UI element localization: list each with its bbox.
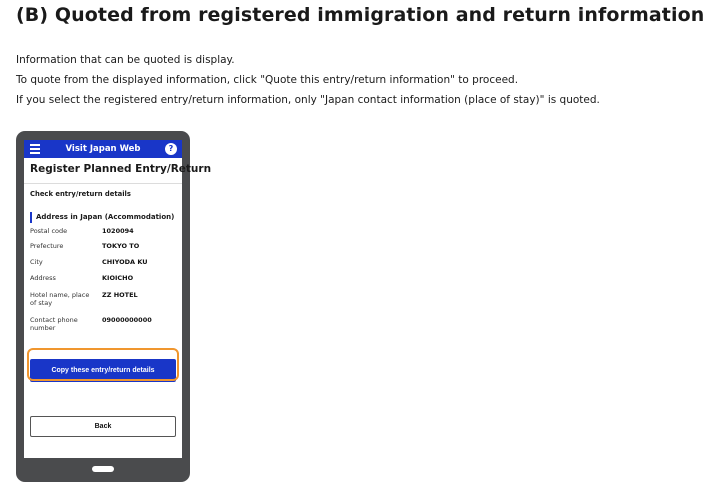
address-card-title: Address in Japan (Accommodation): [30, 212, 176, 223]
copy-details-button[interactable]: Copy these entry/return details: [30, 359, 176, 382]
row-value: KIOICHO: [102, 274, 134, 282]
back-button[interactable]: Back: [30, 416, 176, 437]
row-label: Address: [30, 274, 56, 282]
row-label: Postal code: [30, 227, 68, 235]
row-value: 09000000000: [102, 316, 152, 324]
highlight-outline: [27, 348, 179, 381]
row-value: ZZ HOTEL: [102, 291, 138, 299]
app-bar: [24, 140, 182, 158]
address-card: [30, 212, 176, 332]
phone-mockup: [16, 131, 212, 482]
phone-screen: [24, 140, 212, 458]
row-label: City: [30, 258, 43, 266]
row-label: Prefecture: [30, 242, 64, 250]
row-label: Hotel name, place of stay: [30, 291, 90, 307]
instruction-text-3: If you select the registered entry/return information, only "Japan contact information (place of stay)" is quoted.: [16, 94, 600, 106]
screen-title: Register Planned Entry/Return: [30, 163, 212, 175]
instruction-text-1: Information that can be quoted is display.: [16, 54, 235, 66]
row-label: Contact phone number: [30, 316, 78, 332]
row-value: 1020094: [102, 227, 134, 235]
app-title: Visit Japan Web: [65, 144, 141, 154]
page-heading: (B) Quoted from registered immigration and return information: [16, 4, 704, 26]
section-label: Check entry/return details: [30, 190, 131, 198]
instruction-text-2: To quote from the displayed information, click "Quote this entry/return information" to proceed.: [16, 74, 519, 86]
help-icon[interactable]: ?: [165, 143, 177, 155]
row-value: CHIYODA KU: [102, 258, 148, 266]
divider: [24, 183, 182, 184]
home-indicator[interactable]: [92, 466, 114, 472]
row-value: TOKYO TO: [102, 242, 140, 250]
